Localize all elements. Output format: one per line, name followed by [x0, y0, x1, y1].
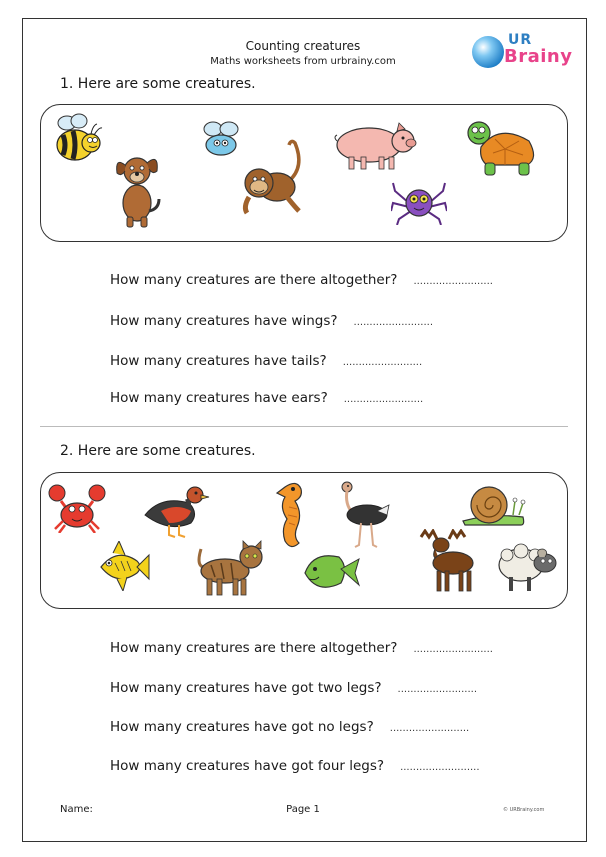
snail-image	[461, 481, 527, 527]
logo-text-bottom: Brainy	[504, 46, 573, 67]
page-subtitle: Maths worksheets from urbrainy.com	[210, 56, 396, 67]
section2-creature-box	[40, 472, 568, 609]
name-label: Name:	[60, 804, 93, 815]
answer-blank[interactable]: .........................	[343, 394, 424, 405]
copyright-text: © URBrainy.com	[503, 807, 545, 813]
bee-image	[53, 113, 103, 165]
seahorse-image	[275, 479, 307, 551]
fly-image	[201, 119, 241, 159]
section1-question-3: How many creatures have tails? .........................	[110, 353, 423, 369]
yellow-fish-image	[93, 541, 151, 591]
page-title: Counting creatures	[245, 39, 361, 53]
duck-image	[141, 481, 211, 539]
answer-blank[interactable]: .........................	[413, 644, 493, 655]
section1-question-4: How many creatures have ears? .........................	[110, 390, 424, 406]
tortoise-image	[465, 119, 543, 181]
answer-blank[interactable]: .........................	[397, 684, 477, 695]
page-number: Page 1	[286, 804, 320, 815]
cat-image	[191, 539, 267, 599]
globe-icon	[472, 36, 504, 68]
logo-text-top: UR	[508, 32, 533, 48]
dog-image	[113, 151, 163, 229]
section2-question-4: How many creatures have got four legs? .........................	[110, 758, 480, 774]
moose-image	[415, 529, 479, 595]
section1-question-2: How many creatures have wings? .........................	[110, 313, 433, 329]
pig-image	[333, 121, 417, 171]
monkey-image	[239, 137, 313, 221]
answer-blank[interactable]: .........................	[400, 762, 480, 773]
ostrich-image	[333, 481, 393, 549]
spider-image	[391, 181, 447, 225]
answer-blank[interactable]: .........................	[413, 276, 493, 287]
answer-blank[interactable]: .........................	[389, 723, 470, 734]
section-divider	[40, 426, 568, 427]
sheep-image	[497, 539, 559, 595]
section1-heading: 1. Here are some creatures.	[60, 76, 256, 92]
section1-question-1: How many creatures are there altogether? .........................	[110, 272, 493, 288]
section2-heading: 2. Here are some creatures.	[60, 443, 256, 459]
answer-blank[interactable]: .........................	[353, 317, 433, 328]
crab-image	[47, 483, 107, 533]
answer-blank[interactable]: .........................	[342, 357, 423, 368]
urbrainy-logo	[470, 32, 573, 72]
section2-question-3: How many creatures have got no legs? .........................	[110, 719, 470, 735]
section1-creature-box	[40, 104, 568, 242]
section2-question-1: How many creatures are there altogether? .........................	[110, 640, 493, 656]
section2-question-2: How many creatures have got two legs? .........................	[110, 680, 477, 696]
green-fish-image	[301, 549, 361, 595]
